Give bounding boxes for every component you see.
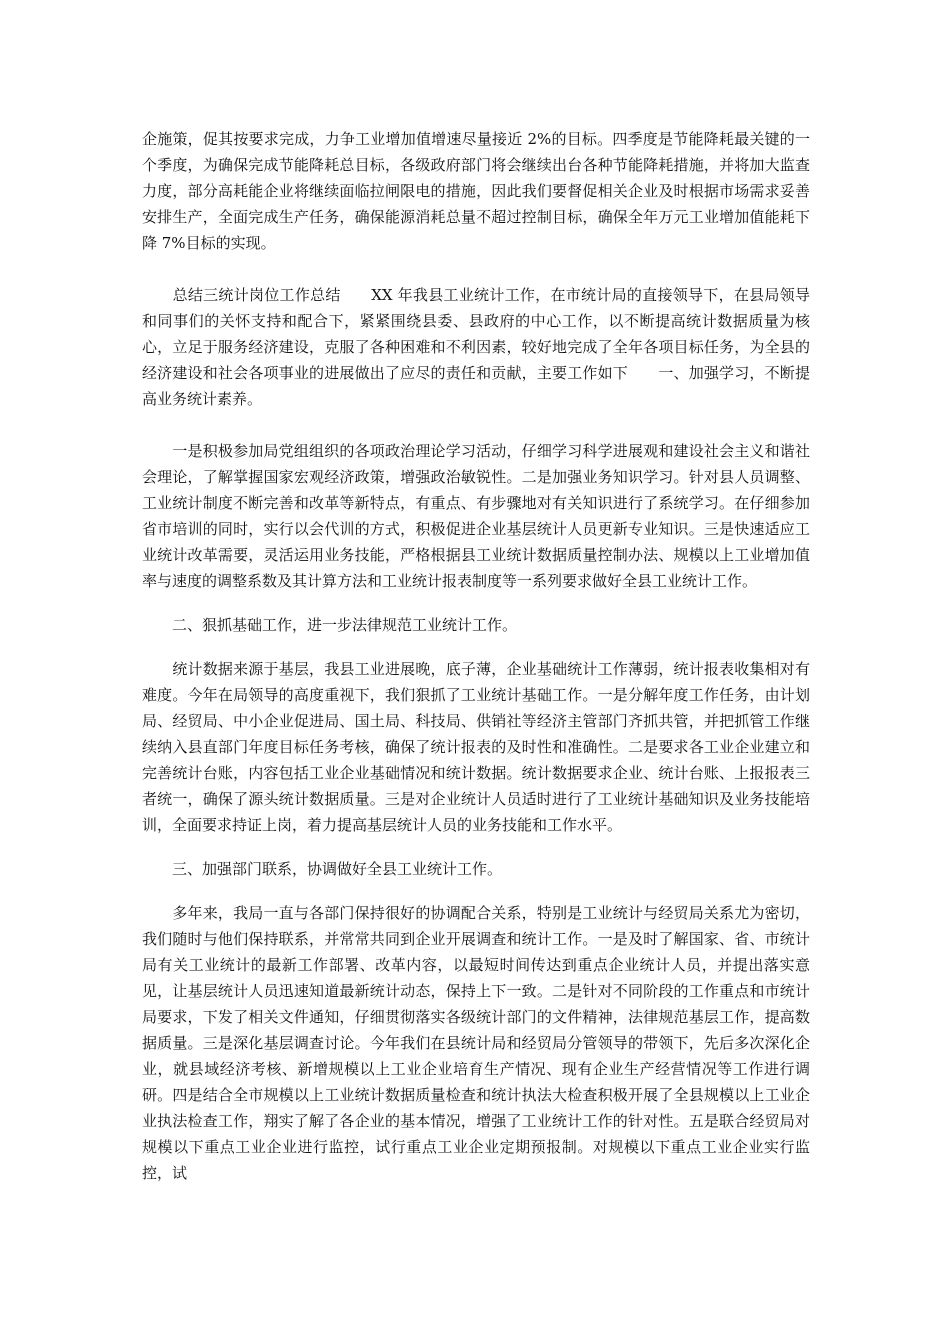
- paragraph-spacer: [142, 412, 810, 438]
- paragraph-spacer: [142, 638, 810, 656]
- paragraph-energy-targets: 企施策，促其按要求完成，力争工业增加值增速尽量接近 2%的目标。四季度是节能降耗最关键的一个季度，为确保完成节能降耗总目标，各级政府部门将会继续出台各种节能降耗措施，并将加大监查力度，部分高耗能企业将继续面临拉闸限电的措施，因此我们要督促相关企业及时根据市场需求妥善安排生产，全面完成生产任务，确保能源消耗总量不超过控制目标，确保全年万元工业增加值能耗下降 7%目标的实现。: [142, 130, 810, 252]
- document-page: [142, 126, 810, 1186]
- paragraph-spacer: [142, 838, 810, 856]
- paragraph-foundation-work: 统计数据来源于基层，我县工业进展晚，底子薄，企业基础统计工作薄弱，统计报表收集相对有难度。今年在局领导的高度重视下，我们狠抓了工业统计基础工作。一是分解年度工作任务，由计划局、经贸局、中小企业促进局、国土局、科技局、供销社等经济主管部门齐抓共管，并把抓管工作继续纳入县直部门年度目标任务考核，确保了统计报表的及时性和准确性。二是要求各工业企业建立和完善统计台账，内容包括工业企业基础情况和统计数据。统计数据要求企业、统计台账、上报报表三者统一，确保了源头统计数据质量。三是对企业统计人员适时进行了工业统计基础知识及业务技能培训，全面要求持证上岗，着力提高基层统计人员的业务技能和工作水平。: [142, 660, 810, 834]
- paragraph-spacer: [142, 594, 810, 612]
- section-heading-three: 三、加强部门联系，协调做好全县工业统计工作。: [142, 860, 503, 878]
- paragraph-study: 一是积极参加局党组组织的各项政治理论学习活动，仔细学习科学进展观和建设社会主义和谐社会理论，了解掌握国家宏观经济政策，增强政治敏锐性。二是加强业务知识学习。针对县人员调整、工业统计制度不断完善和改革等新特点，有重点、有步骤地对有关知识进行了系统学习。在仔细参加省市培训的同时，实行以会代训的方式，积极促进企业基层统计人员更新专业知识。三是快速适应工业统计改革需要，灵活运用业务技能，严格根据县工业统计数据质量控制办法、规模以上工业增加值率与速度的调整系数及其计算方法和工业统计报表制度等一系列要求做好全县工业统计工作。: [142, 442, 810, 590]
- section-heading-two: 二、狠抓基础工作，进一步法律规范工业统计工作。: [142, 616, 518, 634]
- paragraph-summary-intro: 总结三统计岗位工作总结 XX 年我县工业统计工作，在市统计局的直接领导下，在县局领导和同事们的关怀支持和配合下，紧紧围绕县委、县政府的中心工作，以不断提高统计数据质量为核心，立足于服务经济建设，克服了各种困难和不利因素，较好地完成了全年各项目标任务，为全县的经济建设和社会各项事业的进展做出了应尽的责任和贡献，主要工作如下 一、加强学习，不断提高业务统计素养。: [142, 286, 810, 408]
- paragraph-spacer: [142, 256, 810, 282]
- paragraph-spacer: [142, 882, 810, 900]
- paragraph-coordination: 多年来，我局一直与各部门保持很好的协调配合关系，特别是工业统计与经贸局关系尤为密切，我们随时与他们保持联系，并常常共同到企业开展调查和统计工作。一是及时了解国家、省、市统计局有关工业统计的最新工作部署、改革内容，以最短时间传达到重点企业统计人员，并提出落实意见，让基层统计人员迅速知道最新统计动态，保持上下一致。二是针对不同阶段的工作重点和市统计局要求，下发了相关文件通知，仔细贯彻落实各级统计部门的文件精神，法律规范基层工作，提高数据质量。三是深化基层调查讨论。今年我们在县统计局和经贸局分管领导的带领下，先后多次深化企业，就县域经济考核、新增规模以上工业企业培育生产情况、现有企业生产经营情况等工作进行调研。四是结合全市规模以上工业统计数据质量检查和统计执法大检查积极开展了全县规模以上工业企业执法检查工作，翔实了解了各企业的基本情况，增强了工业统计工作的针对性。五是联合经贸局对规模以下重点工业企业进行监控，试行重点工业企业定期预报制。对规模以下重点工业企业实行监控，试: [142, 904, 810, 1182]
